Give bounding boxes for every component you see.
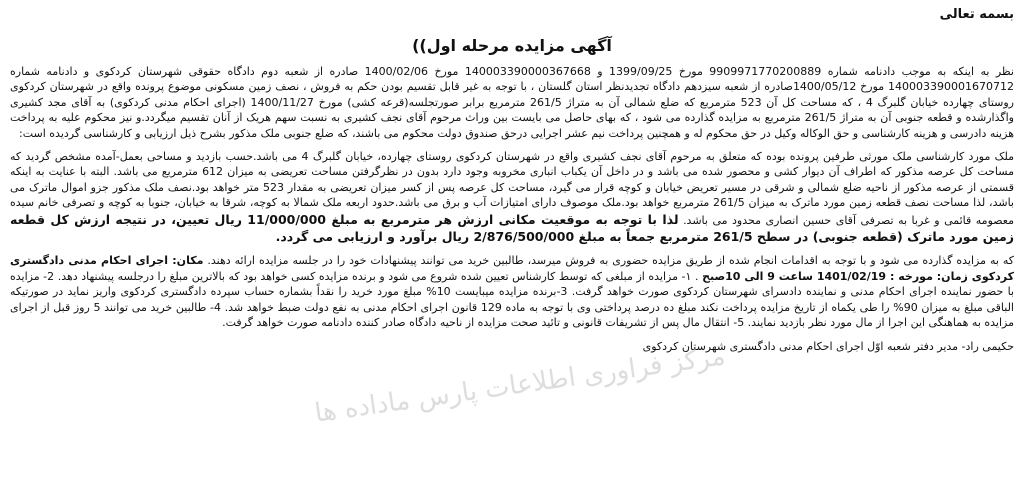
auction-conditions: . ۱- مزایده از مبلغی که توسط کارشناس تعیین شده شروع می شود و برنده مزایده کسی خواهد بود که بالاترین مبلغ را درجلسه پیشنهاد دهد. 2- مزایده با حضور نماینده اجرای احکام مدنی و نماینده دادسرای شهرستان کردکوی صورت خواهد گرفت. 3-برنده مزایده میبایست 10% مبلغ مورد خرید را نقداً بشماره حساب سپرده دادگستری کردکوی واریز نماید در صورتیکه الباقی مبلغ به میزان 90% را طی یکماه از تاریخ مزایده پرداخت نکند مبلغ ده درصد پرداختی وی با توجه به ماده 129 قانون اجرای احکام مدنی به نفع دولت ضبط خواهد شد. 4- طالبین خرید می توانند 5 روز قبل از اجرای مزایده به هماهنگی این اجرا از مال مورد نظر بازدید نمایند. 5- انتقال مال پس از تشریفات قانونی و تائید صحت مزایده از ناحیه دادگاه صادر کننده دادنامه صورت خواهد گرفت. — [10, 269, 1014, 330]
signature-line: حکیمی راد- مدیر دفتر شعبه اوّل اجرای احکام مدنی دادگستری شهرستان کردکوی — [642, 339, 1014, 353]
publisher-watermark: مرکز فراوری اطلاعات پارس ماداده ها — [312, 341, 728, 429]
paragraph-auction-terms — [10, 253, 1014, 330]
bismillah-header: بسمه تعالی — [939, 7, 1014, 22]
valuation-statement: لذا با توجه به موقعیت مکانی ارزش هر مترمربع به مبلغ 11/000/000 ریال تعیین، در نتیجه ارزش کل قطعه زمین مورد ماترک (قطعه جنوبی) در سطح 261/5 مترمربع جمعاً به مبلغ 2/876/500/000 ریال برآورد و ارزیابی می گردد. — [10, 211, 1014, 245]
auction-place-time: مکان: اجرای احکام مدنی دادگستری کردکوی زمان: مورخه : 1401/02/19 ساعت 9 الی 10صبح — [10, 254, 1014, 283]
auction-intro: که به مزایده گذارده می شود و با توجه به اقدامات انجام شده از طریق مزایده حضوری به فروش میرسد، طالبین خرید می توانند پیشنهادات خود را در جلسه مزایده ارائه دهند. — [207, 254, 1014, 268]
paragraph-property-description — [10, 149, 1014, 245]
notice-title: آگهی مزایده مرحله اول)) — [412, 36, 612, 55]
paragraph-court-rulings: نظر به اینکه به موجب دادنامه شماره 9909971770200889 مورخ 1399/09/25 و 140003390000367668 مورخ 1400/02/06 صادره از شعبه دوم دادگاه حقوقی شهرستان کردکوی و دادنامه شماره 140003390001670712 مورخ 1400/05/12صادره از شعبه سیزدهم دادگاه تجدیدنظر استان گلستان ، با توجه به غیر قابل تقسیم بودن حکم به فروش ، نصف زمین مسکونی موضوع پرونده واقع در شهرستان کردکوی روستای چهارده خیابان گلبرگ 4 ، که مساحت کل آن 523 مترمربع که ضلع شمالی آن به متراژ 261/5 مترمربع برابر صورتجلسه(قرعه کشی) مورخ 1400/11/27 (اجرای احکام مدنی کردکوی) به آقای مجد کشیری واگذارشده و قطعه جنوبی آن به متراژ 261/5 مترمربع به مزایده گذارده می شود ، که بهای حاصل می بایست بین وراث مرحوم آقای نجف کشیری به نسبت سهم هریک از آنان تقسیم میگردد.و نیز محکوم علیه به پرداخت هزینه دادرسی و هزینه کارشناسی و حق الوکاله وکیل در حق محکوم له و همچنین پرداخت نیم عشر اجرایی درحق صندوق دولت محکوم می باشند، که ضلع جنوبی ملک مذکور بشرح ذیل ارزیابی و کارشناسی گردیده است: — [10, 65, 1014, 140]
property-details-text: ملک مورد کارشناسی ملک مورثی طرفین پرونده بوده که متعلق به مرحوم آقای نجف کشیری واقع در شهرستان کردکوی روستای چهارده، خیابان گلبرگ 4 می باشد.حسب بازدید و مساحی بعمل-آمده مشخص گردید که مساحت کل عرصه مذکور که اطراف آن دیوار کشی و محصور شده می باشد و در داخل آن یکباب انباری مخروبه وجود دارد بدون در نظرگرفتن مساحت تعریضی به میزان 612 مترمربع می باشد. البته با عنایت به اینکه قسمتی از عرصه مذکور از ناحیه ضلع شمالی و شرقی در مسیر تعریض خیابان و کوچه قرار می گیرد، مساحت کل عرصه پس از کسر میزان تعریضی به مقدار 523 متر خواهد بود.نصف ملک مذکور جزو اموال ماترک می باشد، لذا مساحت نصف قطعه زمین مورد ماترک به میزان 261/5 مترمربع خواهد بود.ملک موصوف دارای امتیازات آب و برق می باشد.حدود اربعه ملک شمالا به کوچه، شرقا به خیابان، جنوبا به کوچه و تصرفی خانم سیده معصومه قائمی و غربا به تصرفی آقای حسین انصاری محدود می باشد. — [10, 150, 1014, 227]
